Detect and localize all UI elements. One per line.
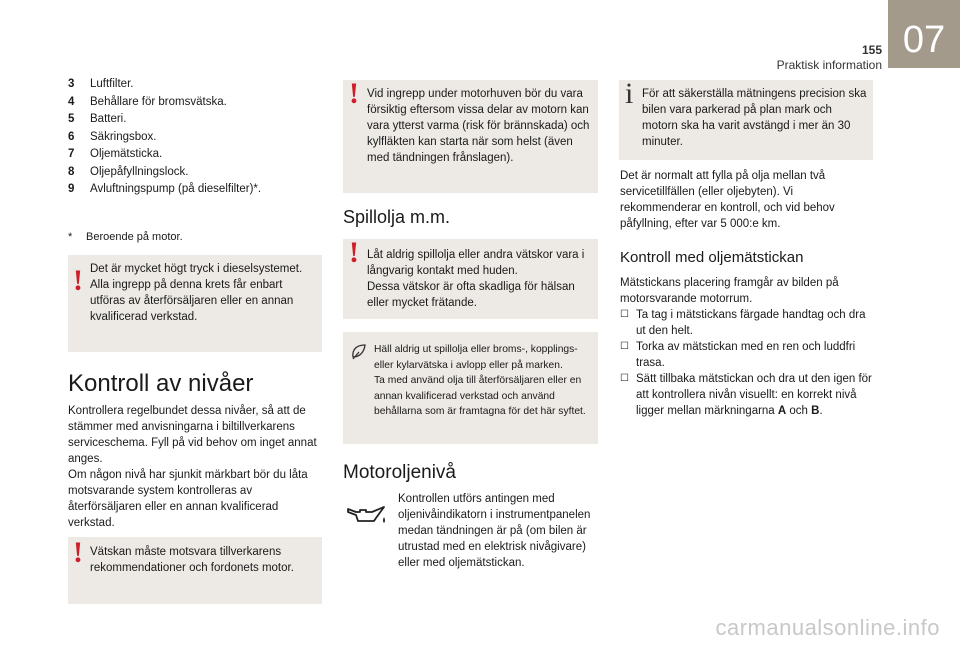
dipstick-step (620, 339, 874, 371)
warning-box-pressure (68, 255, 322, 352)
dipstick-step-text: Sätt tillbaka mätstickan och dra ut den igen för att kontrollera nivån visuellt: en korrekt nivå ligger mellan märkningarna A och B. (636, 373, 872, 417)
parts-list-label: Säkringsbox. (90, 130, 157, 143)
parts-list-item (68, 76, 328, 94)
parts-list-label: Oljemätsticka. (90, 148, 163, 160)
parts-list-number: 9 (68, 183, 75, 195)
parts-list-item (68, 129, 328, 147)
bullet-icon: ☐ (620, 373, 629, 384)
dipstick-step-text: Ta tag i mätstickans färgade handtag och dra ut den helt. (636, 309, 866, 337)
parts-list-number: 8 (68, 165, 75, 178)
parts-list-label: Batteri. (90, 113, 127, 125)
parts-list-number: 4 (68, 95, 75, 108)
info-box (619, 77, 873, 160)
parts-list-number: 6 (68, 130, 75, 143)
kontroll-body: Kontrollera regelbundet dessa nivåer, så att de stämmer med anvisningarna i biltillverkarens serviceschema. Fyll på vid behov om inget annat anges. Om någon nivå har sjunkit märkbart bör du låta motsvarande system kontrolleras av återförsäljaren eller en annan kvalificerad verkstad. (68, 405, 317, 529)
warning-icon: ! (73, 536, 83, 569)
warning-icon: ! (349, 77, 359, 110)
warning-text-fluid: Vätskan måste motsvara tillverkarens rekommendationer och fordonets motor. (90, 546, 294, 574)
warning-text-pressure: Det är mycket högt tryck i dieselsystemet. Alla ingrepp på denna krets får enbart utföras av återförsäljaren eller en annan kvalificerad verkstad. (90, 263, 303, 323)
parts-list-label: Luftfilter. (90, 78, 134, 90)
dipstick-step (620, 307, 874, 339)
footnote (68, 231, 183, 243)
warning-icon: ! (73, 264, 83, 297)
parts-list-label: Oljepåfyllningslock. (90, 165, 189, 178)
heading-motoroljeniva: Motoroljenivå (343, 462, 456, 483)
warning-box-spill (343, 236, 598, 319)
info-text: För att säkerställa mätningens precision ska bilen vara parkerad på plan mark och motorn ska ha varit avstängd i mer än 30 minuter. (642, 88, 867, 148)
parts-list-item (68, 164, 328, 182)
section-title: Praktisk information (776, 58, 882, 72)
info-icon: i (625, 77, 634, 110)
parts-list-item (68, 111, 328, 129)
heading-spillolja: Spillolja m.m. (343, 207, 451, 227)
parts-list-number: 3 (68, 78, 75, 90)
chapter-tab: 07 (888, 0, 960, 68)
motoroljeniva-body: Kontrollen utförs antingen med oljenivåindikatorn i instrumentpanelen medan tändningen är på (om bilen är utrustad med en elektrisk nivågivare) eller med oljemätstickan. (398, 493, 591, 569)
bullet-icon: ☐ (620, 341, 629, 352)
parts-list-item (68, 146, 328, 164)
parts-list-item (68, 181, 328, 199)
eco-text: Häll aldrig ut spillolja eller broms-, kopplings- eller kylarvätska i avlopp eller på marken. Ta med använd olja till återförsäljaren eller en annan kvalificerad verkstad och använd behållarna som är framtagna för det här syftet. (374, 344, 586, 417)
dipstick-step-text: Torka av mätstickan med en ren och luddfri trasa. (636, 341, 856, 369)
warning-text-spill: Låt aldrig spillolja eller andra vätskor vara i långvarig kontakt med huden. Dessa vätskor är ofta skadliga för hälsan eller mycket frätande. (367, 249, 585, 309)
footnote-text: Beroende på motor. (86, 231, 183, 243)
warning-text-hood: Vid ingrepp under motorhuven bör du vara försiktig eftersom vissa delar av motorn kan vara ytterst varma (risk för brännskada) och kylfläkten kan starta när som helst (även med tändningen frånslagen). (367, 88, 590, 164)
parts-list-number: 5 (68, 113, 75, 125)
parts-list-number: 7 (68, 148, 75, 160)
warning-icon: ! (349, 236, 359, 269)
parts-list-label: Avluftningspump (på dieselfilter)*. (90, 183, 262, 195)
parts-list-label: Behållare för bromsvätska. (90, 95, 227, 108)
dipstick-step (620, 371, 874, 419)
heading-kontroll: Kontroll av nivåer (68, 370, 254, 397)
heading-dipstick: Kontroll med oljemätstickan (620, 249, 804, 266)
bullet-icon: ☐ (620, 309, 629, 320)
dipstick-intro: Mätstickans placering framgår av bilden på motorsvarande motorrum. (620, 277, 839, 305)
warning-box-fluid (68, 537, 322, 604)
parts-list-item (68, 94, 328, 112)
leaf-icon (350, 342, 368, 362)
page-number: 155 (861, 43, 882, 57)
warning-box-hood (343, 77, 598, 193)
parts-list (68, 76, 328, 199)
dipstick-steps (620, 307, 874, 419)
eco-box (343, 332, 598, 444)
oil-change-text: Det är normalt att fylla på olja mellan två servicetillfällen (eller oljebyten). Vi rekommenderar en kontroll, och vid behov påfyllning, efter var 5 000:e km. (620, 170, 835, 230)
footnote-marker: * (68, 231, 73, 243)
watermark: carmanualsonline.info (715, 615, 940, 640)
oil-can-icon (346, 503, 388, 527)
